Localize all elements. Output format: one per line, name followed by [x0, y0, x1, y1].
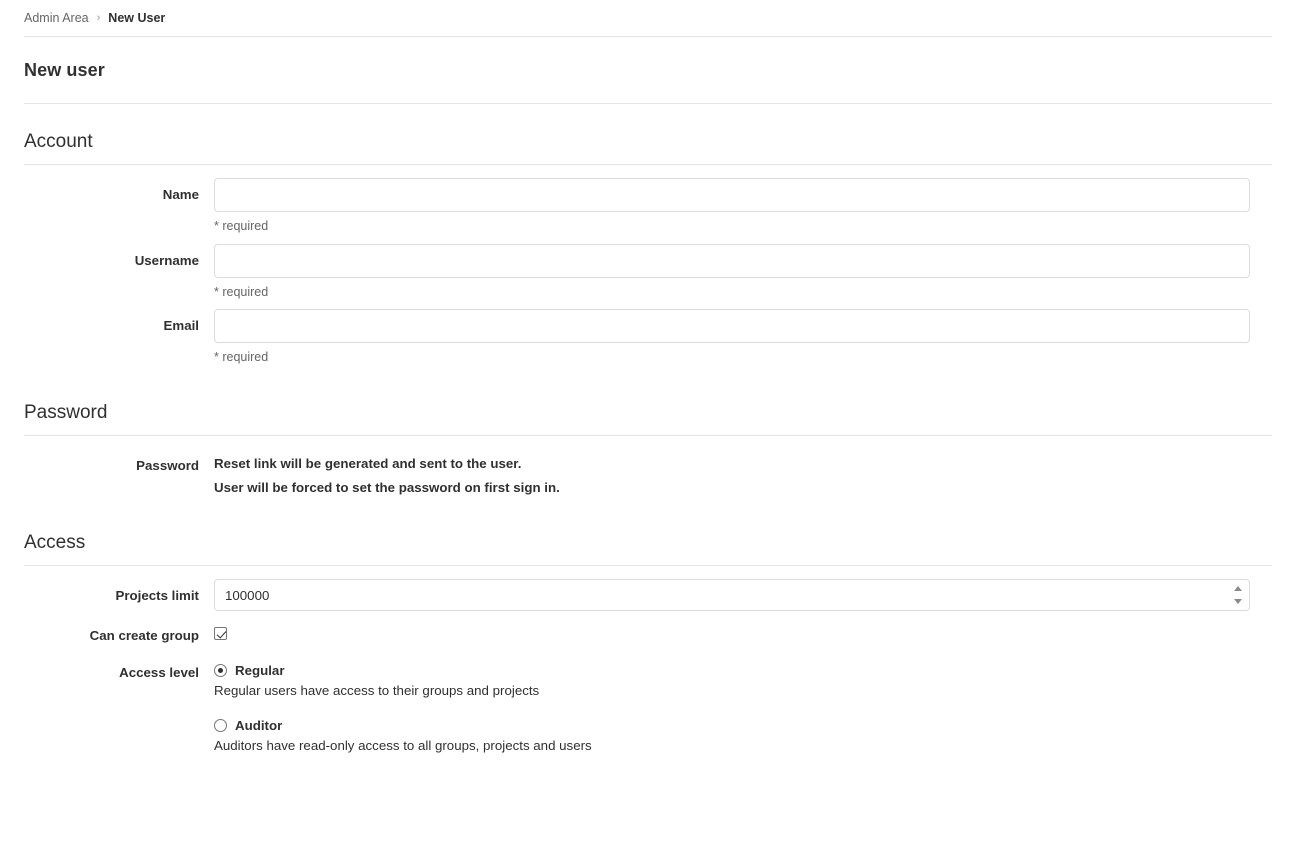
access-level-auditor-radio[interactable] [214, 719, 227, 732]
form-row-email [24, 309, 1272, 367]
can-create-group-checkbox[interactable] [214, 627, 227, 640]
access-level-regular-label: Regular [235, 662, 285, 678]
email-required-help: * required [214, 350, 269, 364]
control-can-create-group [214, 619, 1250, 643]
breadcrumb-item-admin-area[interactable]: Admin Area [24, 11, 89, 25]
label-can-create-group: Can create group [89, 628, 199, 644]
name-required-help: * required [214, 219, 269, 233]
name-input[interactable] [214, 178, 1250, 212]
control-projects-limit [214, 579, 1250, 611]
label-projects-limit: Projects limit [115, 588, 199, 604]
password-note-line-2: User will be forced to set the password on first sign in. [214, 479, 560, 495]
section-password [24, 375, 1272, 498]
access-level-auditor-label: Auditor [235, 718, 283, 734]
control-password-note [214, 449, 1250, 498]
username-required-help: * required [214, 284, 269, 299]
stepper-down-icon[interactable] [1234, 599, 1242, 604]
page-title: New user [24, 59, 105, 80]
form-row-password [24, 449, 1272, 498]
radio-option-auditor[interactable] [214, 718, 1250, 733]
control-email [214, 309, 1250, 367]
page-title-container [24, 37, 1272, 104]
username-input[interactable] [214, 244, 1250, 278]
form-row-can-create-group [24, 619, 1272, 646]
section-heading-access: Access [24, 532, 1272, 566]
form-row-username [24, 244, 1272, 302]
access-level-auditor-help: Auditors have read-only access to all groups, projects and users [214, 738, 592, 754]
section-heading-password: Password [24, 402, 1272, 436]
number-stepper-icon[interactable] [1232, 586, 1243, 604]
projects-limit-input[interactable] [214, 579, 1250, 611]
access-level-regular-radio[interactable] [214, 664, 227, 677]
form-row-projects-limit [24, 579, 1272, 611]
control-username [214, 244, 1250, 302]
label-password: Password [136, 457, 199, 473]
stepper-up-icon[interactable] [1234, 586, 1242, 591]
control-access-level [214, 660, 1250, 756]
breadcrumb [24, 0, 1272, 37]
form-row-name [24, 178, 1272, 236]
email-input[interactable] [214, 309, 1250, 343]
label-username: Username [134, 252, 199, 268]
breadcrumb-item-new-user: New User [108, 11, 166, 25]
label-access-level: Access level [119, 664, 199, 680]
section-account [24, 104, 1272, 367]
form-row-access-level [24, 660, 1272, 756]
radio-option-regular[interactable] [214, 663, 1250, 678]
password-note-line-1: Reset link will be generated and sent to the user. [214, 455, 522, 471]
label-name: Name [162, 187, 199, 202]
control-name [214, 178, 1250, 236]
section-access [24, 505, 1272, 756]
section-heading-account: Account [24, 131, 1272, 165]
chevron-right-icon: › [96, 12, 101, 24]
access-level-regular-help: Regular users have access to their groups and projects [214, 682, 540, 698]
label-email: Email [163, 318, 199, 333]
